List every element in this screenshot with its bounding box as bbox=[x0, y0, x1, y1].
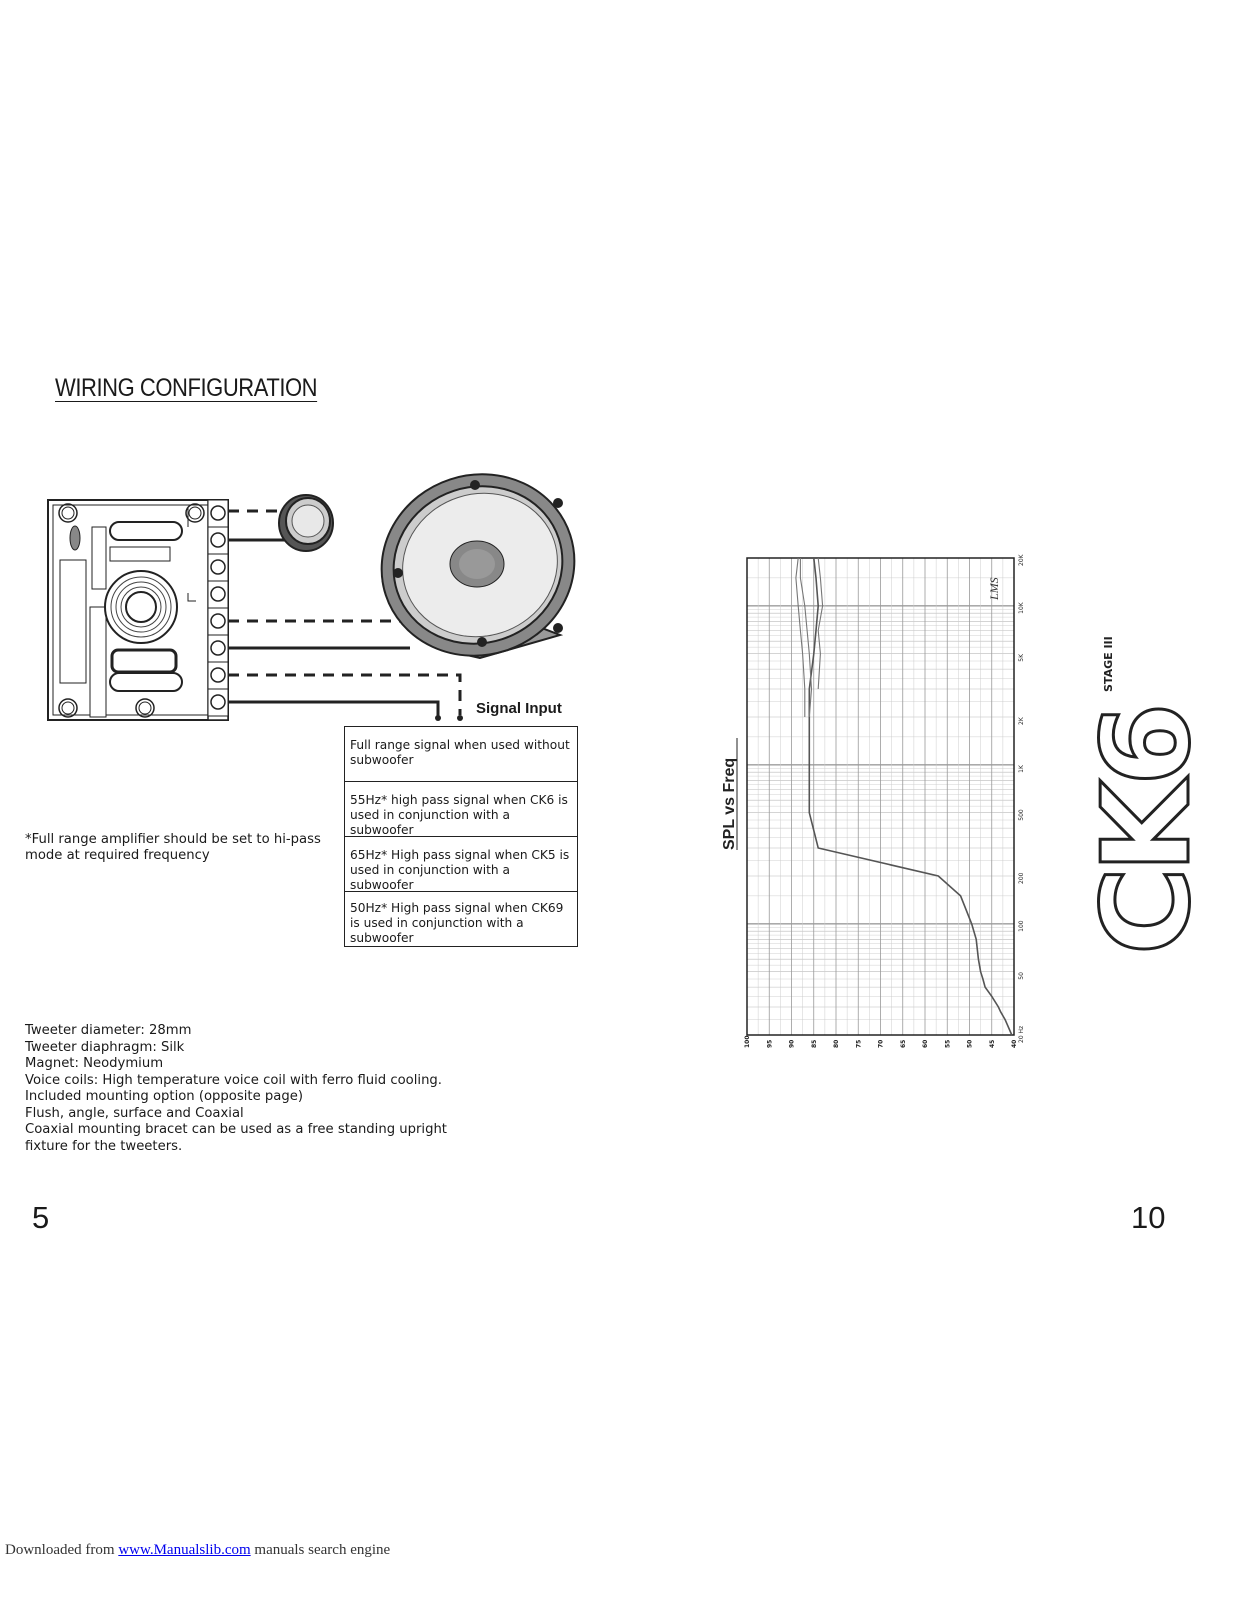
section-title: WIRING CONFIGURATION bbox=[55, 374, 318, 402]
spec-list bbox=[25, 1023, 485, 1155]
footer-prefix: Downloaded from bbox=[5, 1542, 119, 1558]
spec-line: Voice coils: High temperature voice coil with ferro fluid cooling. bbox=[25, 1072, 442, 1088]
signal-option-row: 50Hz* High pass signal when CK69 is used in conjunction with a subwoofer bbox=[350, 901, 564, 945]
wiring-diagram bbox=[40, 465, 600, 735]
chart-grid bbox=[747, 558, 1014, 1035]
signal-option-row: 65Hz* High pass signal when CK5 is used in conjunction with a subwoofer bbox=[345, 837, 577, 892]
spec-line: Coaxial mounting bracet can be used as a free standing upright bbox=[25, 1122, 447, 1137]
crossover-board bbox=[48, 500, 228, 720]
page-number-left: 5 bbox=[32, 1200, 50, 1235]
x-tick-label: 500 bbox=[1018, 809, 1025, 821]
spec-line: Magnet: Neodymium bbox=[25, 1056, 164, 1071]
y-tick-label: 75 bbox=[855, 1039, 863, 1048]
chart-curves bbox=[796, 558, 1012, 1035]
x-tick-label: 20 Hz bbox=[1018, 1025, 1025, 1043]
x-tick-label: 10K bbox=[1018, 602, 1025, 614]
footer-suffix: manuals search engine bbox=[250, 1542, 391, 1558]
y-tick-label: 90 bbox=[788, 1039, 796, 1048]
page-number-right: 10 bbox=[1131, 1200, 1166, 1235]
amplifier-note: *Full range amplifier should be set to hi-pass mode at required frequency bbox=[25, 832, 321, 863]
x-tick-label: 2K bbox=[1018, 717, 1025, 725]
y-tick-label: 45 bbox=[988, 1039, 996, 1048]
y-tick-label: 100 bbox=[744, 1035, 751, 1048]
spec-line: Tweeter diameter: 28mm bbox=[25, 1023, 192, 1038]
y-tick-label: 65 bbox=[899, 1039, 907, 1048]
spl-chart bbox=[714, 540, 1034, 1060]
signal-input-label: Signal Input bbox=[476, 700, 562, 717]
y-tick-label: 55 bbox=[944, 1039, 952, 1048]
brand-mark bbox=[1078, 636, 1217, 960]
spec-line: Tweeter diaphragm: Silk bbox=[25, 1039, 185, 1055]
woofer bbox=[358, 449, 598, 680]
brand-model: CK6 bbox=[1078, 708, 1217, 955]
x-tick-label: 100 bbox=[1018, 920, 1025, 932]
manualslib-link[interactable]: www.Manualslib.com bbox=[118, 1542, 251, 1558]
spec-line: Flush, angle, surface and Coaxial bbox=[25, 1105, 244, 1121]
spl-curve bbox=[796, 558, 805, 717]
x-tick-labels bbox=[1018, 553, 1025, 1043]
y-tick-label: 80 bbox=[833, 1039, 840, 1048]
x-tick-label: 20K bbox=[1018, 554, 1025, 566]
signal-option-row: Full range signal when used without subwoofer bbox=[345, 727, 577, 782]
tweeter bbox=[279, 495, 333, 551]
chart-logo: LMS bbox=[987, 577, 1001, 600]
spec-line: Included mounting option (opposite page) bbox=[25, 1089, 303, 1104]
y-tick-label: 40 bbox=[1011, 1039, 1018, 1048]
x-tick-label: 50 bbox=[1018, 972, 1025, 980]
y-tick-label: 95 bbox=[766, 1039, 774, 1048]
y-tick-label: 70 bbox=[877, 1039, 885, 1048]
y-tick-labels bbox=[744, 1035, 1018, 1048]
footer-note bbox=[5, 1542, 390, 1559]
y-tick-label: 50 bbox=[966, 1039, 974, 1048]
chart-title: SPL vs Freq bbox=[721, 757, 738, 850]
y-tick-label: 60 bbox=[922, 1039, 929, 1048]
terminal-strip bbox=[208, 500, 228, 720]
x-tick-label: 200 bbox=[1018, 872, 1025, 884]
signal-options-table bbox=[344, 726, 578, 947]
signal-option-row: 55Hz* high pass signal when CK6 is used in conjunction with a subwoofer bbox=[345, 782, 577, 837]
x-tick-label: 5K bbox=[1018, 653, 1025, 662]
x-tick-label: 1K bbox=[1018, 765, 1025, 773]
spec-line: fixture for the tweeters. bbox=[25, 1138, 183, 1154]
brand-maker: STAGE III bbox=[1102, 636, 1115, 692]
y-tick-label: 85 bbox=[810, 1039, 818, 1048]
spl-curve bbox=[809, 558, 1012, 1035]
